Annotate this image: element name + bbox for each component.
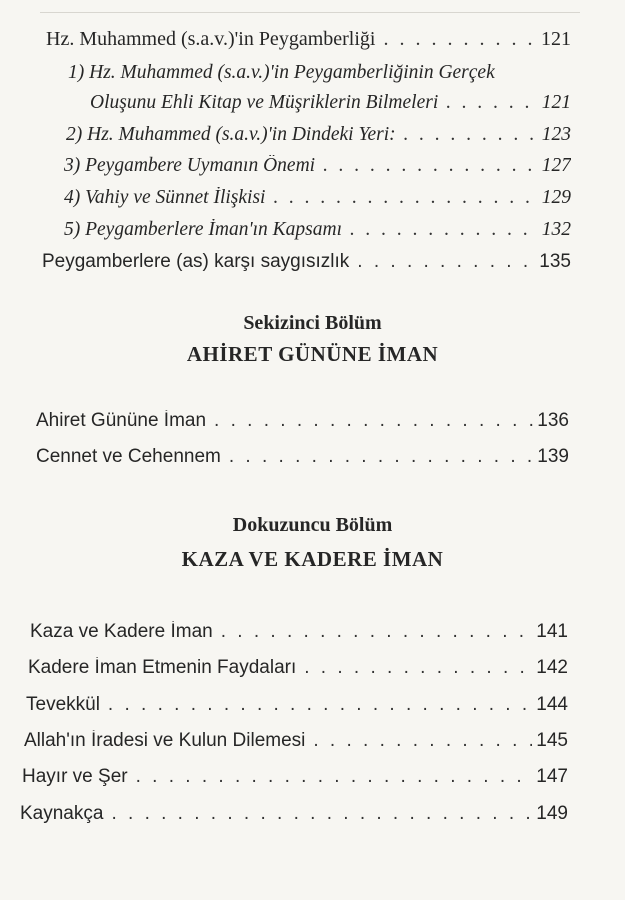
- toc-entry-title: Ahiret Gününe İman: [36, 410, 207, 431]
- chapter-title: AHİRET GÜNÜNE İMAN: [186, 342, 439, 366]
- toc-entry-title: Peygamberlere (as) karşı saygısızlık: [42, 251, 350, 272]
- dot-leader: [357, 251, 535, 273]
- toc-entry-title: Tevekkül: [26, 694, 100, 715]
- toc-page-number: 121: [541, 28, 571, 50]
- toc-page-number: 147: [536, 766, 568, 787]
- dot-leader: [404, 124, 538, 146]
- toc-entry: [36, 410, 569, 432]
- toc-page-number: 123: [541, 124, 571, 145]
- toc-page-number: 129: [541, 187, 571, 208]
- toc-entry: [28, 657, 568, 679]
- toc-page-number: 139: [537, 446, 569, 467]
- dot-leader: [229, 446, 533, 468]
- toc-page-number: 142: [536, 657, 568, 678]
- top-divider: [40, 12, 580, 13]
- toc-page-number: 144: [536, 694, 568, 715]
- toc-entry: [46, 28, 571, 51]
- dot-leader: [136, 766, 533, 788]
- dot-leader: [446, 92, 538, 114]
- toc-page-number: 136: [537, 410, 569, 431]
- dot-leader: [111, 803, 532, 825]
- chapter-title: KAZA VE KADERE İMAN: [181, 547, 444, 571]
- toc-entry: [64, 187, 571, 209]
- toc-entry: [20, 803, 568, 825]
- toc-entry: [64, 219, 571, 241]
- toc-entry-title: 2) Hz. Muhammed (s.a.v.)'in Dindeki Yeri:: [66, 124, 396, 145]
- toc-entry: [64, 155, 571, 177]
- toc-entry: [22, 766, 568, 788]
- chapter-label: Sekizinci Bölüm: [243, 312, 382, 334]
- toc-entry: [26, 694, 568, 716]
- dot-leader: [214, 410, 533, 432]
- toc-entry-title: Cennet ve Cehennem: [36, 446, 221, 467]
- toc-entry-title: Hayır ve Şer: [22, 766, 128, 787]
- toc-entry-title: Kadere İman Etmenin Faydaları: [28, 657, 297, 678]
- dot-leader: [108, 694, 532, 716]
- toc-entry: [36, 446, 569, 468]
- toc-page-number: 127: [541, 155, 571, 176]
- toc-entry: [90, 92, 571, 114]
- dot-leader: [383, 28, 537, 51]
- toc-entry-title: Kaynakça: [20, 803, 104, 824]
- dot-leader: [221, 621, 533, 643]
- toc-entry-title: 4) Vahiy ve Sünnet İlişkisi: [64, 187, 266, 208]
- toc-entry: [30, 621, 568, 643]
- toc-entry-title-line1: 1) Hz. Muhammed (s.a.v.)'in Peygamberliğinin Gerçek: [68, 62, 495, 83]
- dot-leader: [304, 657, 532, 679]
- toc-page-number: 132: [541, 219, 571, 240]
- toc-entry-title: Hz. Muhammed (s.a.v.)'in Peygamberliği: [46, 28, 376, 50]
- toc-entry: [66, 124, 571, 146]
- dot-leader: [273, 187, 537, 209]
- chapter-label: Dokuzuncu Bölüm: [232, 514, 393, 536]
- toc-entry: [42, 251, 571, 273]
- toc-page-number: 149: [536, 803, 568, 824]
- toc-entry-title: 5) Peygamberlere İman'ın Kapsamı: [64, 219, 343, 240]
- toc-entry-title: Allah'ın İradesi ve Kulun Dilemesi: [24, 730, 306, 751]
- toc-entry-title: Kaza ve Kadere İman: [30, 621, 213, 642]
- toc-entry-title: 3) Peygambere Uymanın Önemi: [64, 155, 316, 176]
- dot-leader: [350, 219, 538, 241]
- toc-page-number: 121: [541, 92, 571, 113]
- toc-entry: [24, 730, 568, 752]
- toc-page-number: 135: [539, 251, 571, 272]
- toc-page-number: 145: [536, 730, 568, 751]
- toc-entry-title-line2: Oluşunu Ehli Kitap ve Müşriklerin Bilmeleri: [90, 92, 439, 113]
- toc-page-number: 141: [536, 621, 568, 642]
- dot-leader: [313, 730, 532, 752]
- dot-leader: [323, 155, 538, 177]
